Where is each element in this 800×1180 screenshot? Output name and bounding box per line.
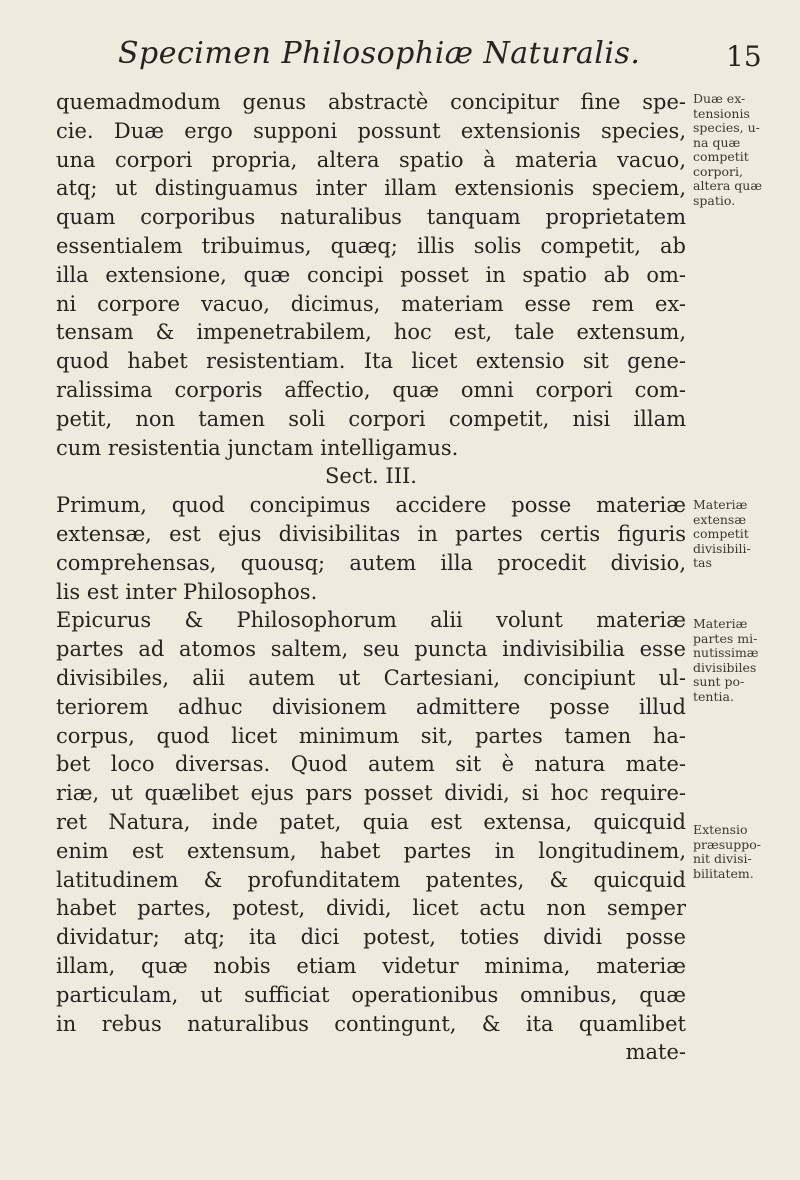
text-line: ni corpore vacuo, dicimus, materiam esse rem ex- bbox=[56, 291, 686, 316]
margin-note-line: species, u- bbox=[693, 120, 760, 135]
text-line: illa extensione, quæ concipi posset in spatio ab om- bbox=[56, 262, 686, 287]
margin-note-line: competit bbox=[693, 526, 749, 541]
text-line: dividatur; atq; ita dici potest, toties dividi posse bbox=[56, 925, 686, 950]
text-line: quemadmodum genus abstractè concipitur fine spe- bbox=[56, 90, 686, 114]
text-line: corpus, quod licet minimum sit, partes tamen ha- bbox=[56, 723, 686, 748]
text-line: Epicurus & Philosophorum alii volunt materiæ bbox=[56, 608, 686, 633]
margin-note-line: bilitatem. bbox=[693, 865, 754, 881]
margin-note-line: divisibiles bbox=[693, 659, 757, 675]
margin-note-line: nit divisi- bbox=[693, 851, 752, 866]
text-line: atq; ut distinguamus inter illam extensionis speciem, bbox=[56, 176, 686, 201]
margin-note-line: extensæ bbox=[693, 511, 747, 527]
text-line: extensæ, est ejus divisibilitas in partes certis figuris bbox=[56, 521, 686, 546]
margin-note-line: altera quæ bbox=[693, 178, 763, 193]
text-line: una corpori propria, altera spatio à materia vacuo, bbox=[56, 147, 686, 172]
text-line: Primum, quod concipimus accidere posse materiæ bbox=[56, 493, 686, 518]
text-line: riæ, ut quælibet ejus pars posset dividi, si hoc require- bbox=[56, 781, 686, 806]
margin-note-line: competit bbox=[693, 149, 749, 164]
margin-note-line: na quæ bbox=[693, 134, 741, 150]
text-line: partes ad atomos saltem, seu puncta indivisibilia esse bbox=[56, 637, 686, 662]
text-line: teriorem adhuc divisionem admittere posse illud bbox=[56, 694, 686, 719]
text-line: tensam & impenetrabilem, hoc est, tale extensum, bbox=[56, 320, 686, 345]
margin-note-line: corpori, bbox=[693, 163, 743, 179]
text-line: divisibiles, alii autem ut Cartesiani, concipiunt ul- bbox=[56, 665, 686, 690]
text-line: ret Natura, inde patet, quia est extensa, quicquid bbox=[56, 809, 686, 834]
margin-note-extension-divisibility bbox=[693, 823, 793, 881]
margin-note-line: Extensio bbox=[693, 822, 748, 837]
margin-note-extension-species bbox=[693, 92, 793, 208]
margin-note-line: Materiæ bbox=[693, 616, 748, 631]
margin-note-line: partes mi- bbox=[693, 630, 758, 646]
text-line: essentialem tribuimus, quæq; illis solis competit, ab bbox=[56, 233, 686, 258]
text-line: quam corporibus naturalibus tanquam proprietatem bbox=[56, 205, 686, 230]
margin-note-line: nutissimæ bbox=[693, 645, 759, 660]
margin-note-line: divisibili- bbox=[693, 540, 751, 556]
text-line: comprehensas, quousq; autem illa procedit divisio, bbox=[56, 550, 686, 575]
body-text bbox=[56, 88, 686, 1067]
text-line: latitudinem & profunditatem patentes, & quicquid bbox=[56, 867, 686, 892]
catchword: mate- bbox=[625, 1040, 686, 1065]
running-head: Specimen Philosophiæ Naturalis. bbox=[118, 36, 641, 71]
text-line: illam, quæ nobis etiam videtur minima, materiæ bbox=[56, 953, 686, 978]
margin-note-line: tensionis bbox=[693, 105, 750, 121]
text-line: particulam, ut sufficiat operationibus omnibus, quæ bbox=[56, 982, 686, 1007]
margin-note-line: præsuppo- bbox=[693, 836, 761, 852]
margin-note-line: sunt po- bbox=[693, 674, 745, 689]
text-line: quod habet resistentiam. Ita licet extensio sit gene- bbox=[56, 349, 686, 374]
margin-note-line: Materiæ bbox=[693, 497, 748, 512]
text-line: lis est inter Philosophos. bbox=[56, 579, 318, 604]
margin-note-line: tentia. bbox=[693, 688, 734, 704]
text-line: ralissima corporis affectio, quæ omni corpori com- bbox=[56, 377, 686, 402]
text-line: habet partes, potest, dividi, licet actu non semper bbox=[56, 896, 686, 921]
text-line: cie. Duæ ergo supponi possunt extensionis species, bbox=[56, 118, 686, 143]
margin-note-line: spatio. bbox=[693, 192, 736, 208]
margin-note-minute-parts bbox=[693, 617, 793, 704]
text-line: petit, non tamen soli corpori competit, nisi illam bbox=[56, 406, 686, 431]
margin-note-divisibility bbox=[693, 498, 793, 571]
text-line: in rebus naturalibus contingunt, & ita quamlibet bbox=[56, 1011, 686, 1036]
section-heading: Sect. III. bbox=[325, 464, 417, 489]
margin-note-line: tas bbox=[693, 555, 712, 570]
text-line: cum resistentia junctam intelligamus. bbox=[56, 435, 459, 460]
page-number: 15 bbox=[726, 40, 762, 73]
text-line: enim est extensum, habet partes in longitudinem, bbox=[56, 838, 686, 863]
margin-note-line: Duæ ex- bbox=[693, 91, 746, 106]
text-line: bet loco diversas. Quod autem sit è natura mate- bbox=[56, 752, 686, 777]
